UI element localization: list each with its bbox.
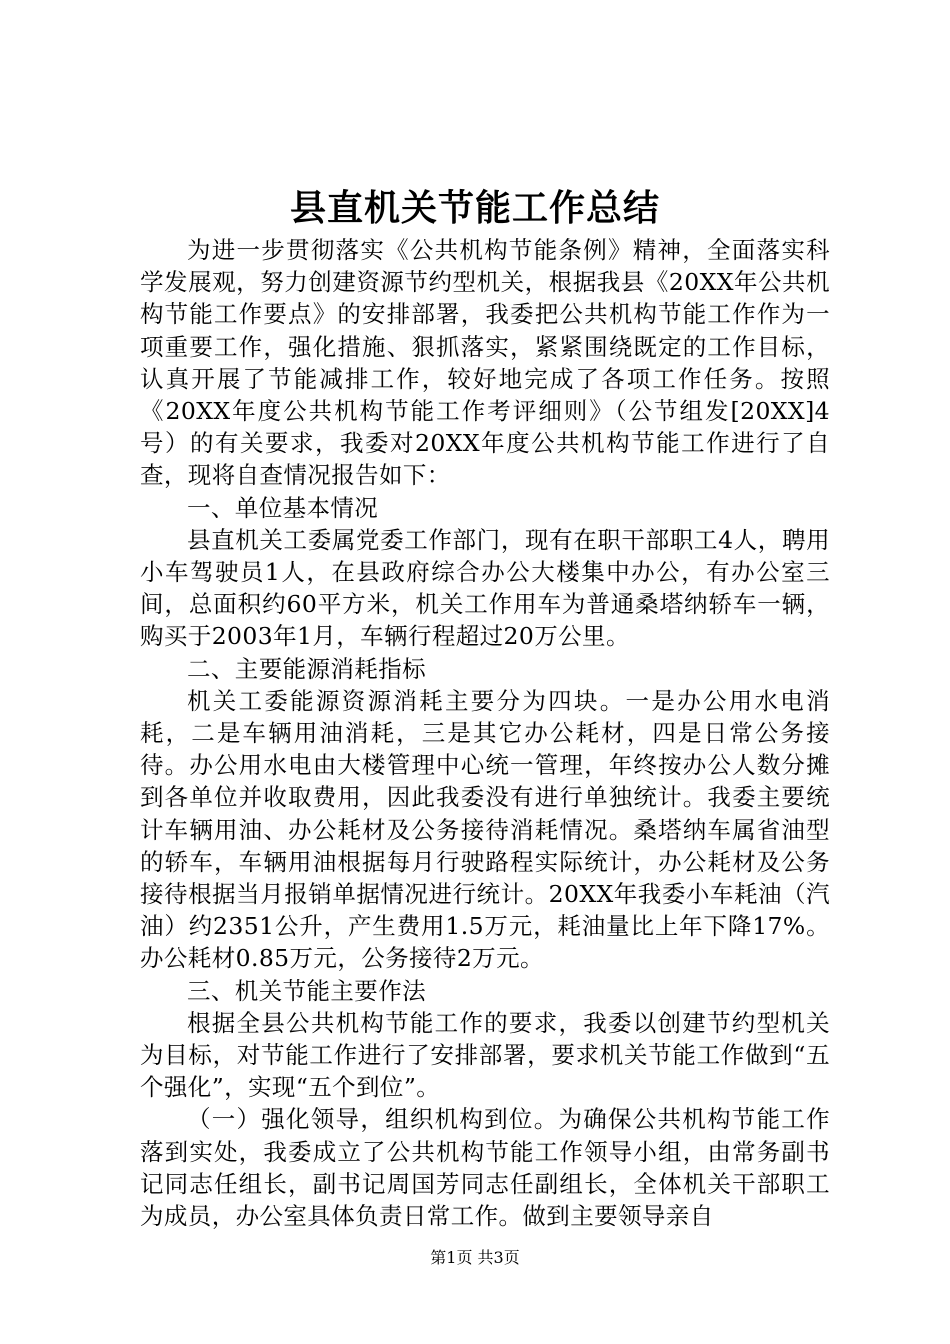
- basic-info-paragraph: 县直机关工委属党委工作部门，现有在职干部职工4人，聘用小车驾驶员1人，在县政府综合办公大楼集中办公，有办公室三间，总面积约60平方米，机关工作用车为普通桑塔纳轿车一辆，购买于2003年1月，车辆行程超过20万公里。: [140, 525, 830, 651]
- intro-paragraph: 为进一步贯彻落实《公共机构节能条例》精神，全面落实科学发展观，努力创建资源节约型机关，根据我县《20XX年公共机构节能工作要点》的安排部署，我委把公共机构节能工作作为一项重要工作，强化措施、狠抓落实，紧紧围绕既定的工作目标，认真开展了节能减排工作，较好地完成了各项工作任务。按照《20XX年度公共机构节能工作考评细则》（公节组发[20XX]4号）的有关要求，我委对20XX年度公共机构节能工作进行了自查，现将自查情况报告如下：: [140, 236, 830, 490]
- page-number: 第1页 共3页: [430, 1248, 520, 1267]
- leadership-paragraph: （一）强化领导，组织机构到位。为确保公共机构节能工作落到实处，我委成立了公共机构节能工作领导小组，由常务副书记同志任组长，副书记周国芳同志任副组长，全体机关干部职工为成员，办公室具体负责日常工作。做到主要领导亲自: [140, 1105, 830, 1231]
- document-body: [140, 234, 830, 1232]
- section-heading-practices: 三、机关节能主要作法: [187, 976, 426, 1005]
- section-heading-energy-indicators: 二、主要能源消耗指标: [187, 654, 426, 683]
- document-title: 县直机关节能工作总结: [289, 187, 660, 229]
- practices-paragraph: 根据全县公共机构节能工作的要求，我委以创建节约型机关为目标，对节能工作进行了安排部署，要求机关节能工作做到“五个强化”，实现“五个到位”。: [140, 1008, 830, 1102]
- energy-indicators-paragraph: 机关工委能源资源消耗主要分为四块。一是办公用水电消耗，二是车辆用油消耗，三是其它办公耗材，四是日常公务接待。办公用水电由大楼管理中心统一管理，年终按办公人数分摊到各单位并收取费用，因此我委没有进行单独统计。我委主要统计车辆用油、办公耗材及公务接待消耗情况。桑塔纳车属省油型的轿车，车辆用油根据每月行驶路程实际统计，办公耗材及公务接待根据当月报销单据情况进行统计。20XX年我委小车耗油（汽油）约2351公升，产生费用1.5万元，耗油量比上年下降17%。办公耗材0.85万元，公务接待2万元。: [140, 686, 830, 973]
- section-heading-basic-info: 一、单位基本情况: [187, 493, 379, 522]
